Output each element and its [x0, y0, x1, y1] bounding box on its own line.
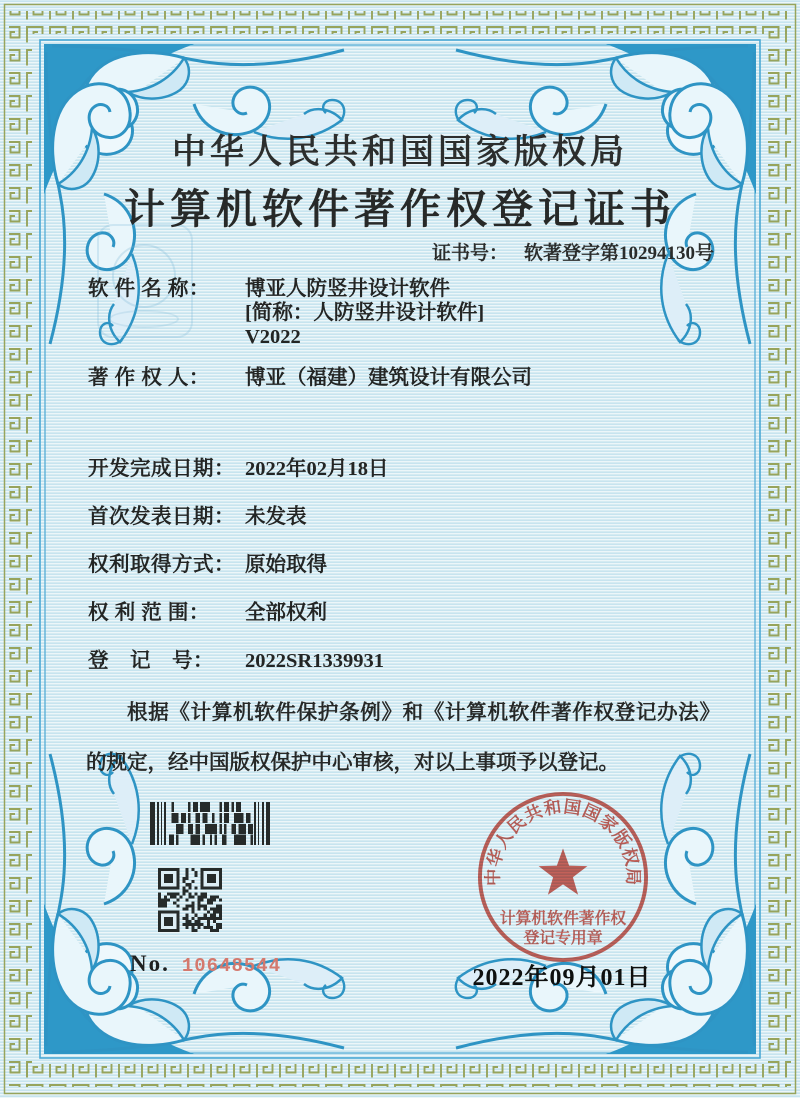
official-seal: [474, 788, 652, 966]
field-label: 权 利 范 围：: [88, 602, 210, 624]
serial-prefix: No.: [130, 951, 170, 976]
certificate-number-value: 软著登字第10294130号: [523, 243, 714, 264]
field-label: 著 作 权 人：: [88, 367, 210, 389]
serial-number: [130, 951, 281, 977]
field-value: 全部权利: [245, 602, 327, 624]
serial-digits: 10648544: [181, 955, 282, 977]
certificate-number: [432, 238, 714, 265]
field-value: 2022年02月18日: [245, 458, 389, 480]
field-label: 登 记 号：: [88, 650, 214, 672]
pdf417-barcode: [150, 802, 270, 845]
registration-statement: 根据《计算机软件保护条例》和《计算机软件著作权登记办法》的规定，经中国版权保护中心审核，对以上事项予以登记。: [86, 702, 720, 774]
field-label: 软 件 名 称：: [88, 278, 210, 300]
seal-text-line2: 登记专用章: [523, 930, 603, 948]
software-name-line1: 博亚人防竖井设计软件: [245, 278, 450, 300]
seal-text-line1: 计算机软件著作权: [499, 910, 627, 928]
certificate-title: 计算机软件著作权登记证书: [124, 186, 676, 232]
qr-code: [158, 868, 222, 932]
field-label: 权利取得方式：: [88, 554, 235, 576]
software-name-line3: V2022: [245, 326, 301, 348]
field-value: [245, 277, 484, 349]
field-value: 原始取得: [245, 554, 327, 576]
field-value: 2022SR1339931: [245, 650, 384, 672]
seal-ring-text: 中华人民共和国国家版权局: [483, 797, 643, 887]
issue-date: 2022年09月01日: [472, 965, 652, 991]
issuer-title: 中华人民共和国国家版权局: [172, 134, 628, 171]
star-icon: [539, 848, 588, 894]
certificate-number-label: 证书号：: [431, 243, 508, 264]
field-value: 博亚（福建）建筑设计有限公司: [245, 367, 532, 389]
software-name-line2: [简称：人防竖井设计软件]: [245, 302, 485, 324]
field-label: 开发完成日期：: [88, 458, 235, 480]
field-value: 未发表: [245, 506, 307, 528]
field-label: 首次发表日期：: [88, 506, 235, 528]
